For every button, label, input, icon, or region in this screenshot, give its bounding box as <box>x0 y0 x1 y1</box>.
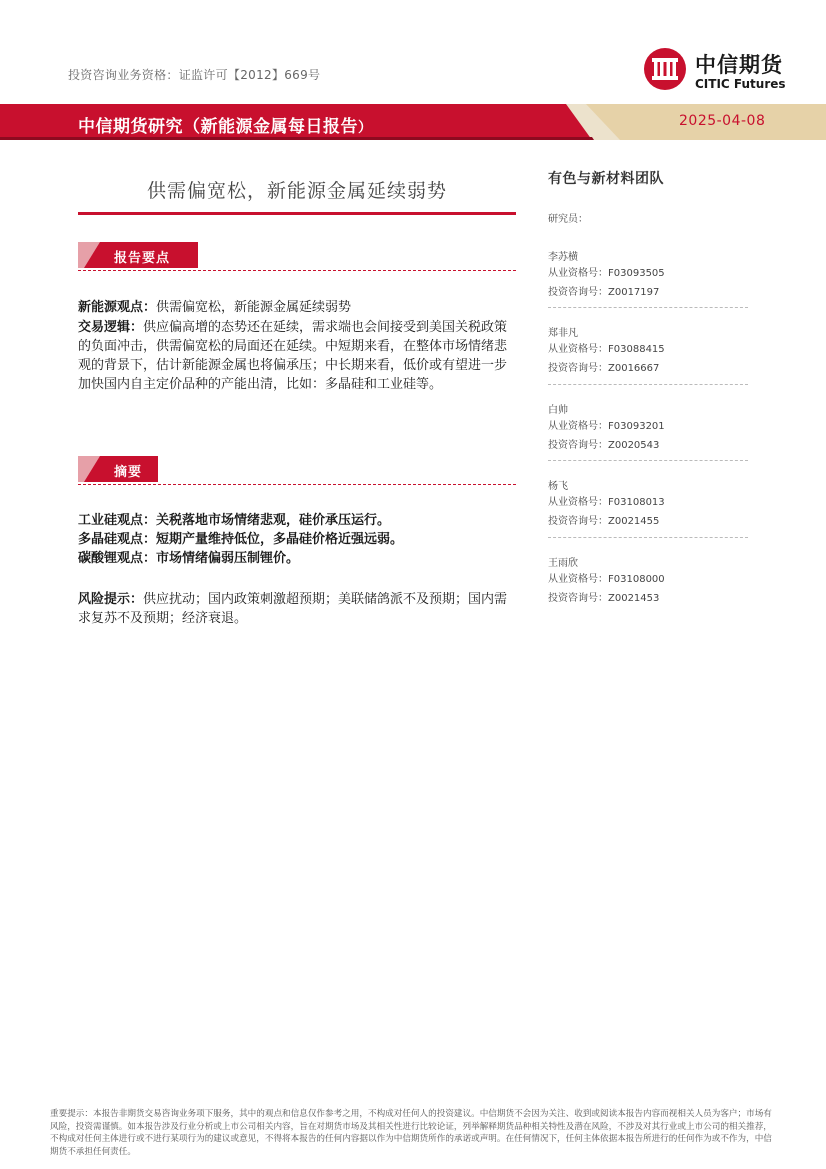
new-energy-view-label: 新能源观点： <box>78 300 157 315</box>
section-summary-label: 摘要 <box>114 465 143 480</box>
new-energy-view <box>78 298 518 317</box>
analyst-divider <box>548 460 748 461</box>
license-text: 投资咨询业务资格：证监许可【2012】669号 <box>68 68 321 82</box>
section-key-points-label: 报告要点 <box>114 251 171 266</box>
logo-chinese-name: 中信期货 <box>695 53 783 77</box>
section-divider <box>78 270 516 271</box>
report-title: 供需偏宽松，新能源金属延续弱势 <box>146 180 447 202</box>
disclaimer-text: 重要提示：本报告非期货交易咨询业务项下服务，其中的观点和信息仅作参考之用，不构成对任何人的投资建议。中信期货不会因为关注、收到或阅读本报告内容而视相关人员为客户；市场有风险，投资需谨慎。如本报告涉及行业分析或上市公司相关内容，旨在对期货市场及其相关性进行比较论证，列举解释期货品种相关特性及潜在风险，不涉及对其行业或上市公司的相关推荐，不构成对任何主体进行或不进行某项行为的建议或意见，不得将本报告的任何内容据以作为中信期货所作的承诺或声明。在任何情况下，任何主体依据本报告所进行的任何作为或不作为，中信期货不承担任何责任。 <box>50 1109 772 1157</box>
analyst-divider <box>548 307 748 308</box>
analyst-name: 白帅 <box>548 405 568 416</box>
section-key-points-header <box>78 242 516 272</box>
summary-text: 短期产量维持低位，多晶硅价格近强远弱。 <box>156 532 404 547</box>
analyst-consulting-id: 投资咨询号：Z0017197 <box>548 287 660 298</box>
summary-polysilicon <box>78 530 518 549</box>
banner-title: 中信期货研究（新能源金属每日报告） <box>78 117 373 137</box>
company-logo <box>642 46 807 96</box>
analyst-card <box>548 401 748 455</box>
analyst-qualification: 从业资格号：F03093505 <box>548 268 665 279</box>
section-divider <box>78 484 516 485</box>
team-name: 有色与新材料团队 <box>548 171 664 187</box>
summary-label: 碳酸锂观点： <box>78 551 157 566</box>
summary-lithium-carbonate <box>78 549 518 568</box>
summary-text: 市场情绪偏弱压制锂价。 <box>156 551 300 566</box>
analyst-divider <box>548 384 748 385</box>
analyst-consulting-id: 投资咨询号：Z0021455 <box>548 516 660 527</box>
trading-logic-text: 供应偏高增的态势还在延续，需求端也会间接受到美国关税政策的负面冲击，供需偏宽松的局面还在延续。中短期来看，在整体市场情绪悲观的背景下，估计新能源金属也将偏承压；中长期来看，低价或有望进一步加快国内自主定价品种的产能出清，比如：多晶硅和工业硅等。 <box>78 320 508 392</box>
analyst-name: 郑非凡 <box>548 328 578 339</box>
summary-text: 关税落地市场情绪悲观，硅价承压运行。 <box>156 513 391 528</box>
risk-warning-text: 供应扰动；国内政策刺激超预期；美联储鸽派不及预期；国内需求复苏不及预期；经济衰退。 <box>78 592 508 626</box>
summary-label: 工业硅观点： <box>78 513 157 528</box>
trading-logic-label: 交易逻辑： <box>78 320 144 335</box>
analyst-card <box>548 324 748 378</box>
analyst-consulting-id: 投资咨询号：Z0021453 <box>548 593 660 604</box>
title-divider <box>78 212 516 215</box>
analyst-consulting-id: 投资咨询号：Z0016667 <box>548 363 660 374</box>
summary-industrial-silicon <box>78 511 518 530</box>
citic-logo-icon <box>642 46 688 92</box>
analyst-name: 杨飞 <box>548 481 568 492</box>
researchers-label: 研究员： <box>548 214 588 225</box>
analyst-card <box>548 477 748 531</box>
summary-label: 多晶硅观点： <box>78 532 157 547</box>
trading-logic <box>78 318 518 394</box>
analyst-qualification: 从业资格号：F03108000 <box>548 574 665 585</box>
analyst-qualification: 从业资格号：F03108013 <box>548 497 665 508</box>
analyst-divider <box>548 537 748 538</box>
risk-warning-label: 风险提示： <box>78 592 144 607</box>
section-summary-header <box>78 456 516 486</box>
new-energy-view-text: 供需偏宽松，新能源金属延续弱势 <box>156 300 352 315</box>
analyst-card <box>548 248 748 302</box>
risk-warning <box>78 590 518 628</box>
analyst-name: 王雨欣 <box>548 558 578 569</box>
analyst-qualification: 从业资格号：F03088415 <box>548 344 665 355</box>
logo-english-name: CITIC Futures <box>695 77 786 91</box>
analyst-qualification: 从业资格号：F03093201 <box>548 421 665 432</box>
analyst-name: 李苏横 <box>548 252 578 263</box>
analyst-card <box>548 554 748 608</box>
report-date: 2025-04-08 <box>679 113 766 129</box>
analyst-consulting-id: 投资咨询号：Z0020543 <box>548 440 660 451</box>
